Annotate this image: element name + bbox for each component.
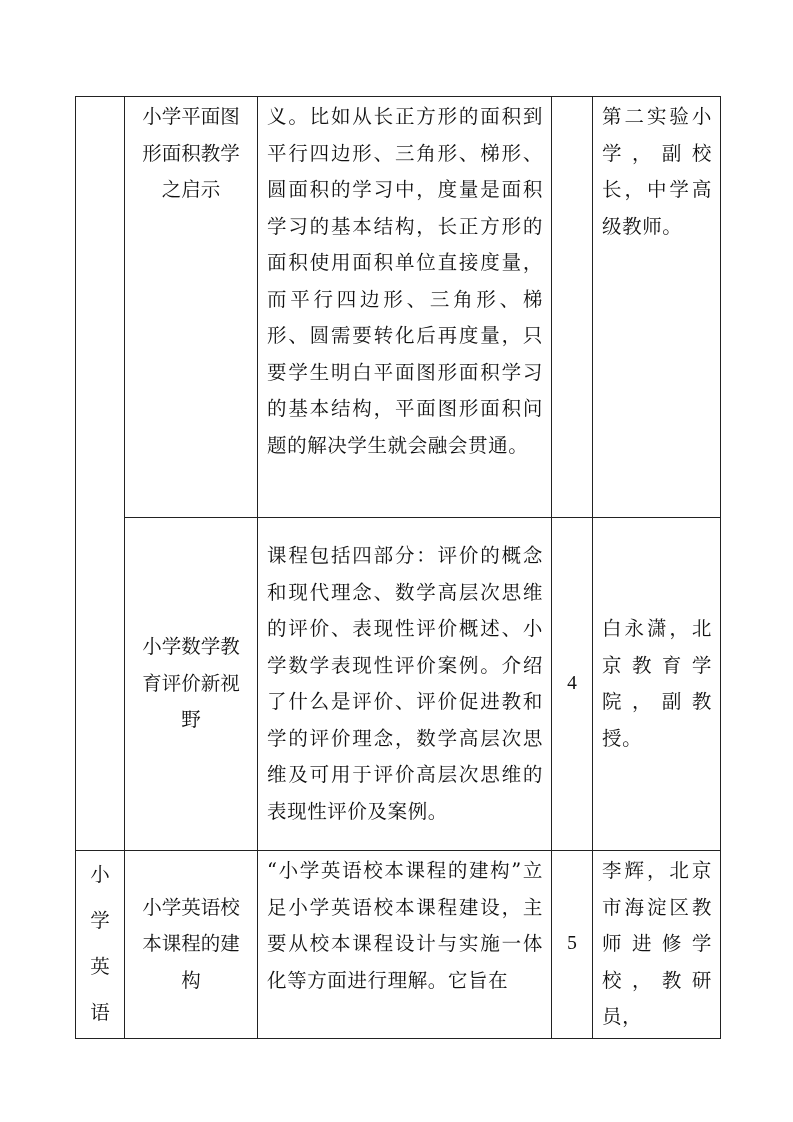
course-name: 小学数学教育评价新视野 (142, 635, 240, 732)
subject-char: 小 (90, 863, 110, 887)
course-hours: 4 (567, 672, 577, 694)
table-row (76, 851, 721, 1039)
description-cell (258, 851, 552, 1039)
course-table (75, 96, 721, 1039)
teacher-cell (593, 518, 721, 851)
course-name-cell (125, 851, 258, 1039)
teacher-cell (593, 851, 721, 1039)
course-name-cell (125, 97, 258, 518)
hours-cell (552, 97, 593, 518)
course-name: 小学英语校本课程的建构 (142, 895, 240, 992)
teacher-info: 第二实验小学，副校长，中学高级教师。 (602, 105, 712, 238)
course-description: 义。比如从长正方形的面积到平行四边形、三角形、梯形、圆面积的学习中，度量是面积学习的基本结构，长正方形的面积使用面积单位直接度量，而平行四边形、三角形、梯形、圆需要转化后再度量，只要学生明白平面图形面积学习的基本结构，平面图形面积问题的解决学生就会融会贯通。 (267, 105, 543, 457)
teacher-cell (593, 97, 721, 518)
course-name-cell (125, 518, 258, 851)
table-row (76, 518, 721, 851)
subject-char: 语 (90, 1001, 110, 1025)
subject-char: 学 (90, 909, 110, 933)
subject-char: 英 (90, 955, 110, 979)
teacher-info: 李辉，北京市海淀区教师进修学校，教研员， (602, 859, 712, 1028)
table-row (76, 97, 721, 518)
subject-cell-empty (76, 97, 125, 851)
subject-cell (76, 851, 125, 1039)
course-description: “小学英语校本课程的建构”立足小学英语校本课程建设，主要从校本课程设计与实施一体化等方面进行理解。它旨在 (267, 859, 543, 992)
hours-cell (552, 518, 593, 851)
description-cell (258, 518, 552, 851)
course-description: 课程包括四部分：评价的概念和现代理念、数学高层次思维的评价、表现性评价概述、小学数学表现性评价案例。介绍了什么是评价、评价促进教和学的评价理念，数学高层次思维及可用于评价高层次思维的表现性评价及案例。 (267, 544, 543, 823)
description-cell (258, 97, 552, 518)
hours-cell (552, 851, 593, 1039)
course-hours: 5 (567, 933, 577, 954)
course-name: 小学平面图形面积教学之启示 (142, 105, 240, 201)
teacher-info: 白永潇，北京教育学院，副教授。 (602, 617, 712, 750)
